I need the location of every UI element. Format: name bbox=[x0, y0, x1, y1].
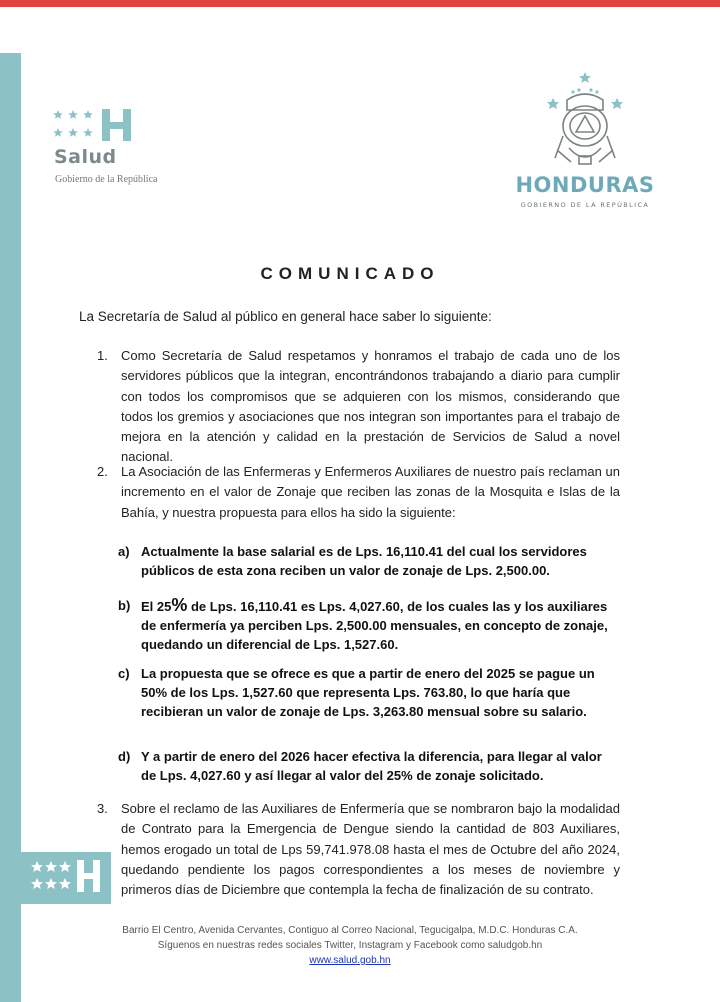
item-number: 2. bbox=[97, 464, 108, 479]
sub-item-text: Y a partir de enero del 2026 hacer efectiva la diferencia, para llegar al valor de Lps. 4,027.60 y así llegar al valor del 25% de zonaje solicitado. bbox=[141, 749, 602, 783]
salud-logo bbox=[52, 108, 172, 190]
item-number: 3. bbox=[97, 801, 108, 816]
website-link[interactable]: www.salud.gob.hn bbox=[309, 955, 391, 966]
item-text: Sobre el reclamo de las Auxiliares de Enfermería que se nombraron bajo la modalidad de Contrato para la Emergencia de Dengue siendo la cantidad de 803 Auxiliares, hemos erogado un total de Lps 59,741.978.08 hasta el mes de Octubre del año 2024, quedando pendiente los pagos correspondientes a los meses de noviembre y primeros días de Diciembre que contempla la fecha de finalización de su contrato. bbox=[121, 801, 620, 898]
h-letter-icon bbox=[102, 108, 134, 142]
sub-item bbox=[118, 596, 613, 654]
footer-social: Síguenos en nuestras redes sociales Twitter, Instagram y Facebook como saludgob.hn bbox=[157, 940, 543, 951]
item-text: La Asociación de las Enfermeras y Enfermeros Auxiliares de nuestro país reclaman un incremento en el valor de Zonaje que reciben las zonas de la Mosquita e Islas de la Bahía, y nuestra propuesta para ellos ha sido la siguiente: bbox=[121, 464, 620, 520]
salud-subtitle: Gobierno de la República bbox=[55, 174, 158, 185]
footer-address: Barrio El Centro, Avenida Cervantes, Contiguo al Correo Nacional, Tegucigalpa, M.D.C. Honduras C.A. bbox=[122, 925, 578, 936]
honduras-logo bbox=[510, 70, 660, 212]
percent-sign: % bbox=[171, 595, 188, 615]
stars-icon bbox=[52, 108, 102, 142]
sub-item-text: La propuesta que se ofrece es que a partir de enero del 2025 se pague un 50% de los Lps. 1,527.60 que representa Lps. 763.80, lo que haría que recibieran un valor de zonaje de Lps. 3,263.80 mensual sobre su salario. bbox=[141, 666, 595, 719]
list-item bbox=[97, 799, 620, 900]
page-title: COMUNICADO bbox=[260, 264, 440, 283]
text-segment: El 25 bbox=[141, 599, 172, 614]
list-item bbox=[97, 346, 620, 468]
sub-item-label: a) bbox=[118, 544, 130, 559]
item-text: Como Secretaría de Salud respetamos y honramos el trabajo de cada uno de los servidores públicos que la integran, encontrándonos trabajando a diario para cumplir con todos los compromisos que se adquieren con los mismos, considerando que todos los gremios y asociaciones que nos integran son importantes para el trabajo de mejora en la atención y calidad en la prestación de Servicios de Salud a novel nacional. bbox=[121, 348, 620, 465]
sub-item bbox=[118, 542, 613, 580]
sub-item-text bbox=[141, 596, 613, 654]
sub-item-text: Actualmente la base salarial es de Lps. 16,110.41 del cual los servidores públicos de esta zona reciben un valor de zonaje de Lps. 2,500.00. bbox=[141, 544, 587, 578]
top-accent-bar bbox=[0, 0, 720, 7]
salud-wordmark: Salud bbox=[54, 146, 117, 168]
sub-item-label: c) bbox=[118, 666, 130, 681]
sub-item-label: d) bbox=[118, 749, 131, 764]
honduras-wordmark: HONDURAS bbox=[515, 173, 655, 197]
list-item bbox=[97, 462, 620, 523]
footer bbox=[0, 923, 700, 968]
text-segment: de Lps. 16,110.41 es Lps. 4,027.60, de los cuales las y los auxiliares de enfermería ya perciben Lps. 2,500.00 mensuales, en concepto de zonaje, quedando un diferencial de Lps. 1,527.60. bbox=[141, 599, 608, 652]
item-number: 1. bbox=[97, 348, 108, 363]
coat-of-arms-icon bbox=[543, 70, 627, 170]
sub-item bbox=[118, 664, 613, 721]
intro-text: La Secretaría de Salud al público en general hace saber lo siguiente: bbox=[79, 309, 492, 324]
honduras-subtitle: GOBIERNO DE LA REPÚBLICA bbox=[520, 201, 650, 209]
side-accent-bar bbox=[0, 53, 21, 1002]
sub-item bbox=[118, 747, 613, 785]
sub-item-label: b) bbox=[118, 598, 131, 613]
